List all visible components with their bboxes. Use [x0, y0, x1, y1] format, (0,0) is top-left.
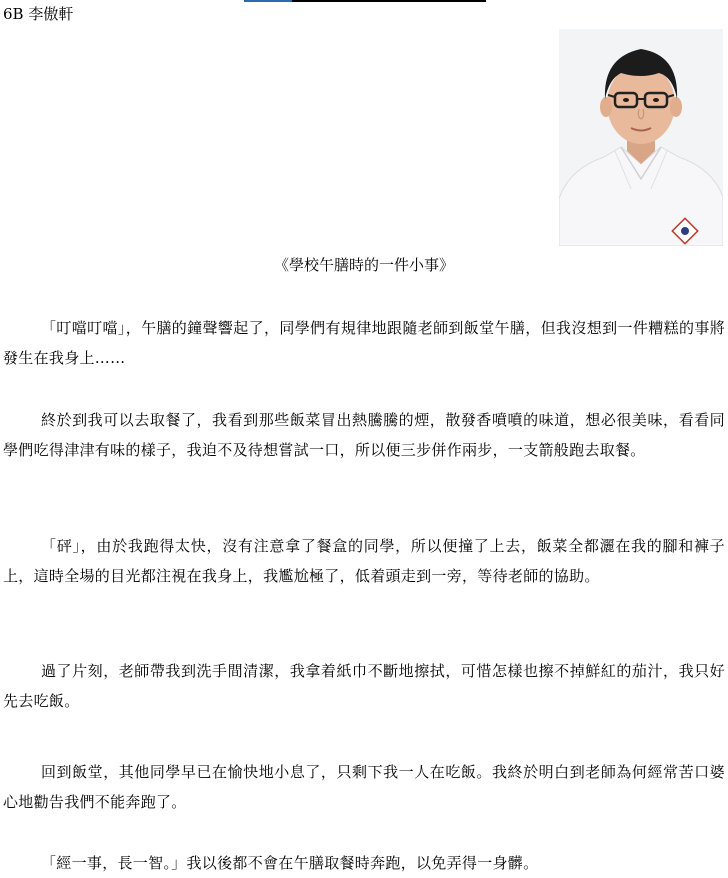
- top-divider-accent: [244, 0, 292, 2]
- paragraph-6: 「經一事，長一智。」我以後都不會在午膳取餐時奔跑，以免弄得一身髒。: [41, 854, 539, 872]
- paragraph-5: 回到飯堂，其他同學早已在愉快地小息了，只剩下我一人在吃飯。我終於明白到老師為何經常苦口婆心地勸告我們不能奔跑了。: [3, 763, 725, 811]
- top-divider: [244, 0, 486, 2]
- paragraph-4: 過了片刻，老師帶我到洗手間清潔，我拿着紙巾不斷地擦拭，可惜怎樣也擦不掉鮮紅的茄汁，我只好先去吃飯。: [3, 662, 725, 710]
- article-title: 《學校午膳時的一件小事》: [273, 256, 454, 274]
- paragraph-1: 「叮噹叮噹」，午膳的鐘聲響起了，同學們有規律地跟隨老師到飯堂午膳，但我沒想到一件糟糕的事將發生在我身上……: [3, 319, 725, 367]
- paragraph-2: 終於到我可以去取餐了，我看到那些飯菜冒出熱騰騰的煙，散發香噴噴的味道，想必很美味，看看同學們吃得津津有味的樣子，我迫不及待想嘗試一口，所以便三步併作兩步，一支箭般跑去取餐。: [3, 411, 725, 459]
- student-portrait-icon: [559, 29, 723, 246]
- author-label: 6B 李傲軒: [3, 5, 74, 23]
- student-photo: [559, 29, 723, 246]
- paragraph-3: 「砰」，由於我跑得太快，沒有注意拿了餐盒的同學，所以便撞了上去，飯菜全都灑在我的腳和褲子上，這時全場的目光都注視在我身上，我尷尬極了，低着頭走到一旁，等待老師的協助。: [3, 537, 725, 585]
